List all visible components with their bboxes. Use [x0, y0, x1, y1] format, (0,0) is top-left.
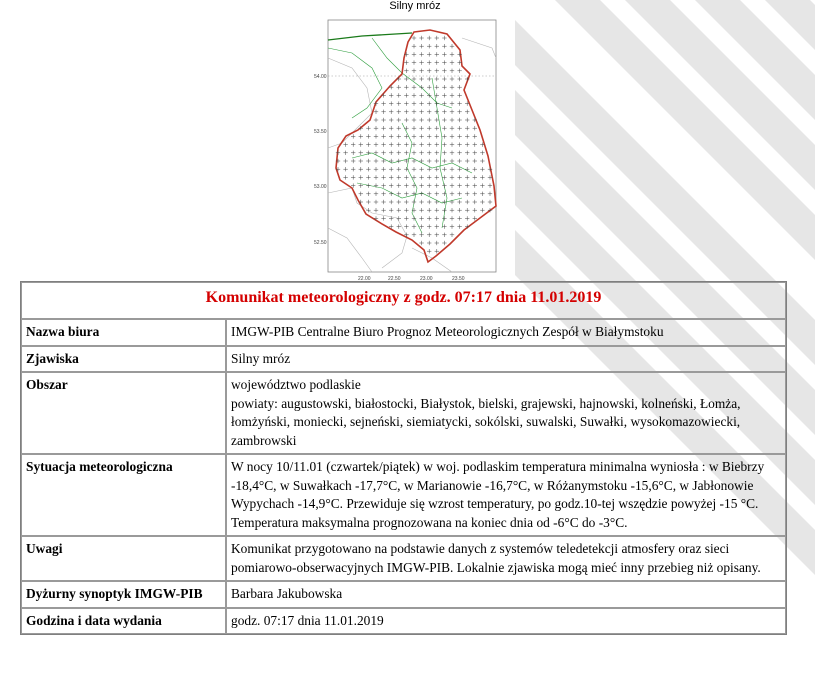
bulletin-header-row	[21, 282, 786, 319]
area-province: województwo podlaskie	[231, 377, 361, 392]
lat-label: 53.50	[314, 129, 327, 135]
row-label: Uwagi	[21, 536, 226, 581]
row-label: Obszar	[21, 372, 226, 454]
map-title: Silny mróz	[389, 0, 441, 12]
area-counties: powiaty: augustowski, białostocki, Białystok, bielski, grajewski, hajnowski, kolneński, Łomża, łomżyński, moniecki, sejneński, siemiatycki, sokólski, suwalski, Suwałki, wysokomazowiecki, zambrowski	[231, 395, 741, 448]
table-row	[21, 346, 786, 373]
row-value: IMGW-PIB Centralne Biuro Prognoz Meteorologicznych Zespół w Białymstoku	[226, 319, 786, 346]
table-row	[21, 372, 786, 454]
lon-label: 23.00	[420, 276, 433, 282]
row-label: Dyżurny synoptyk IMGW-PIB	[21, 581, 226, 608]
table-row	[21, 319, 786, 346]
lat-label: 52.50	[314, 240, 327, 246]
warning-map	[312, 18, 512, 284]
row-label: Godzina i data wydania	[21, 608, 226, 635]
lon-label: 22.50	[388, 276, 401, 282]
row-label: Zjawiska	[21, 346, 226, 373]
row-value	[226, 372, 786, 454]
bulletin-table	[20, 281, 787, 635]
row-label: Sytuacja meteorologiczna	[21, 454, 226, 536]
table-row	[21, 581, 786, 608]
row-value: godz. 07:17 dnia 11.01.2019	[226, 608, 786, 635]
table-row	[21, 608, 786, 635]
lat-label: 54.00	[314, 74, 327, 80]
lat-label: 53.00	[314, 184, 327, 190]
row-value: Barbara Jakubowska	[226, 581, 786, 608]
row-value: Komunikat przygotowano na podstawie danych z systemów teledetekcji atmosfery oraz sieci pomiarowo-obserwacyjnych IMGW-PIB. Lokalnie zjawiska mogą mieć inny przebieg niż opisany.	[226, 536, 786, 581]
row-value: Silny mróz	[226, 346, 786, 373]
bulletin-header: Komunikat meteorologiczny z godz. 07:17 dnia 11.01.2019	[21, 282, 786, 319]
row-label: Nazwa biura	[21, 319, 226, 346]
lon-label: 22.00	[358, 276, 371, 282]
table-row	[21, 536, 786, 581]
table-row	[21, 454, 786, 536]
lon-label: 23.50	[452, 276, 465, 282]
row-value: W nocy 10/11.01 (czwartek/piątek) w woj. podlaskim temperatura minimalna wyniosła : w Biebrzy -18,4°C, w Suwałkach -17,7°C, w Marianowie -16,7°C, w Różanymstoku -15,6°C, w Jabłonowie Wypychach -14,9°C. Przewiduje się wzrost temperatury, po godz.10-tej wszędzie powyżej -15 °C. Temperatura maksymalna prognozowana na koniec dnia od -6°C do -3°C.	[226, 454, 786, 536]
